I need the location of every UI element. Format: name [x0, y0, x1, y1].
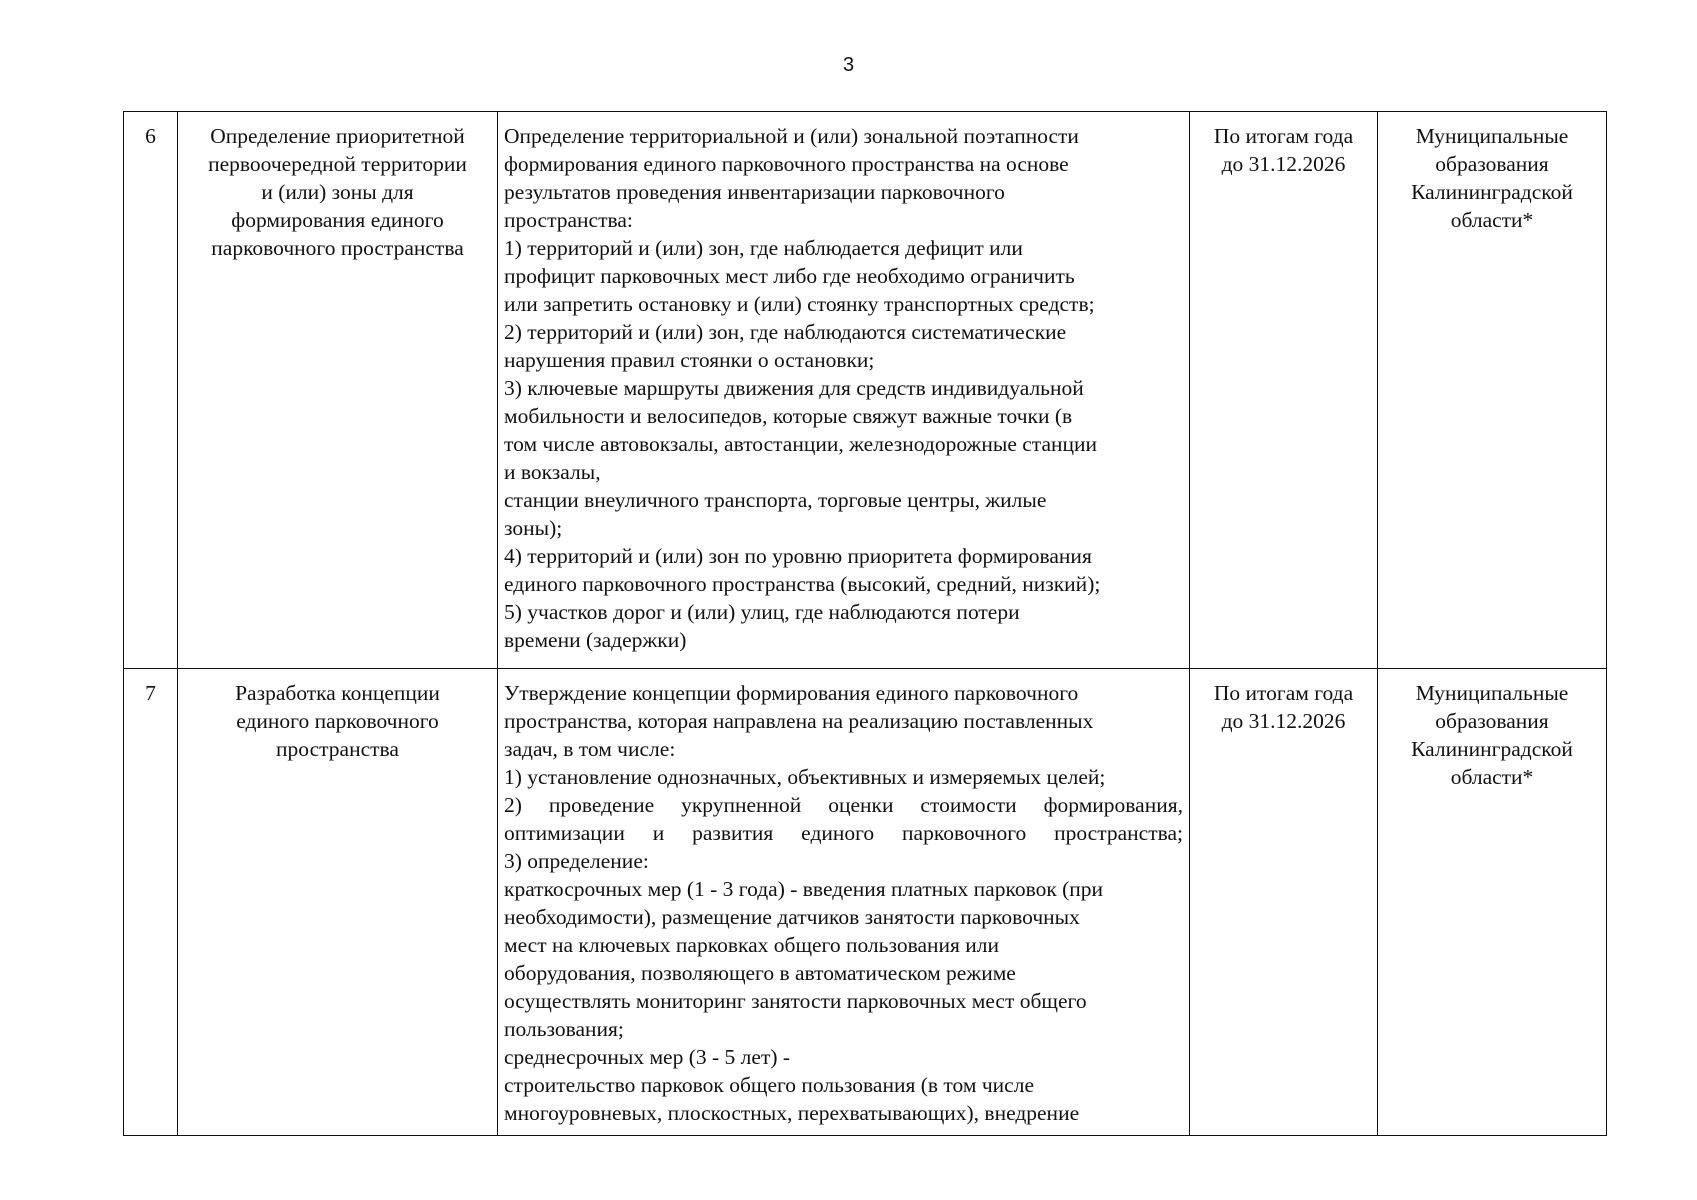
measure-title-line: первоочередной территории	[208, 152, 467, 176]
description-line: пользования;	[504, 1017, 624, 1041]
deadline-line: до 31.12.2026	[1221, 152, 1346, 176]
description-line: мобильности и велосипедов, которые свяжут важные точки (в	[504, 404, 1073, 428]
description-line: необходимости), размещение датчиков занятости парковочных	[504, 905, 1080, 929]
description-line: 2) территорий и (или) зон, где наблюдаются систематические	[504, 320, 1067, 344]
description-line: 4) территорий и (или) зон по уровню приоритета формирования	[504, 544, 1092, 568]
description-line: осуществлять мониторинг занятости парковочных мест общего	[504, 989, 1087, 1013]
responsible-line: Муниципальные	[1415, 124, 1569, 148]
description-line: 1) территорий и (или) зон, где наблюдается дефицит или	[504, 236, 1023, 260]
table-row	[124, 112, 1607, 669]
description-line: времени (задержки)	[504, 628, 687, 652]
description-line: среднесрочных мер (3 - 5 лет) -	[504, 1045, 791, 1069]
responsible-cell	[1378, 669, 1607, 1136]
description-line: оборудования, позволяющего в автоматическом режиме	[504, 961, 1016, 985]
measure-title-cell	[178, 112, 498, 669]
responsible-line: Муниципальные	[1415, 681, 1569, 705]
description-line: станции внеуличного транспорта, торговые центры, жилые	[504, 488, 1047, 512]
description-line: задач, в том числе:	[504, 737, 676, 761]
description-line: результатов проведения инвентаризации парковочного	[504, 180, 1005, 204]
description-line: краткосрочных мер (1 - 3 года) - введения платных парковок (при	[504, 877, 1104, 901]
page-number: 3	[842, 54, 855, 76]
responsible-line: Калининградской	[1411, 737, 1573, 761]
deadline-cell	[1190, 669, 1378, 1136]
description-line: пространства:	[504, 208, 633, 232]
measure-description-cell	[498, 669, 1190, 1136]
measure-title-line: и (или) зоны для	[261, 180, 414, 204]
deadline-line: По итогам года	[1213, 124, 1354, 148]
deadline-cell	[1190, 112, 1378, 669]
plan-table	[123, 111, 1607, 1136]
deadline-line: По итогам года	[1213, 681, 1354, 705]
responsible-line: образования	[1435, 709, 1549, 733]
description-line: единого парковочного пространства (высокий, средний, низкий);	[504, 572, 1101, 596]
deadline-line: до 31.12.2026	[1221, 709, 1346, 733]
measure-title-cell	[178, 669, 498, 1136]
responsible-line: области*	[1450, 208, 1534, 232]
measure-title-line: парковочного пространства	[211, 236, 464, 260]
description-line: Определение территориальной и (или) зональной поэтапности	[504, 124, 1079, 148]
responsible-cell	[1378, 112, 1607, 669]
responsible-line: образования	[1435, 152, 1549, 176]
description-line: том числе автовокзалы, автостанции, железнодорожные станции	[504, 432, 1098, 456]
row-number-cell	[124, 112, 178, 669]
responsible-line: Калининградской	[1411, 180, 1573, 204]
plan-table-body	[124, 112, 1607, 1136]
measure-title-line: формирования единого	[231, 208, 444, 232]
description-line: и вокзалы,	[504, 460, 601, 484]
measure-title-line: пространства	[276, 737, 399, 761]
description-line: пространства, которая направлена на реализацию поставленных	[504, 709, 1094, 733]
description-line: зоны);	[504, 516, 563, 540]
description-line: 1) установление однозначных, объективных и измеряемых целей;	[504, 765, 1106, 789]
row-number-cell	[124, 669, 178, 1136]
measure-title-line: Разработка концепции	[235, 681, 440, 705]
measure-title-line: Определение приоритетной	[210, 124, 465, 148]
description-line: мест на ключевых парковках общего пользования или	[504, 933, 1000, 957]
description-line: оптимизации и развития единого парковочного пространства;	[504, 821, 1183, 845]
description-line: 3) ключевые маршруты движения для средств индивидуальной	[504, 376, 1084, 400]
responsible-line: области*	[1450, 765, 1534, 789]
row-number: 7	[145, 681, 156, 705]
table-row	[124, 669, 1607, 1136]
description-line: нарушения правил стоянки о остановки;	[504, 348, 875, 372]
description-line: 2) проведение укрупненной оценки стоимости формирования,	[504, 793, 1183, 817]
row-number: 6	[145, 124, 156, 148]
description-line: многоуровневых, плоскостных, перехватывающих), внедрение	[504, 1101, 1080, 1125]
measure-title-line: единого парковочного	[236, 709, 439, 733]
description-line: профицит парковочных мест либо где необходимо ограничить	[504, 264, 1075, 288]
description-line: или запретить остановку и (или) стоянку транспортных средств;	[504, 292, 1095, 316]
measure-description-cell	[498, 112, 1190, 669]
description-line: формирования единого парковочного пространства на основе	[504, 152, 1069, 176]
description-line: 3) определение:	[504, 849, 649, 873]
description-line: строительство парковок общего пользования (в том числе	[504, 1073, 1034, 1097]
description-line: 5) участков дорог и (или) улиц, где наблюдаются потери	[504, 600, 1020, 624]
description-line: Утверждение концепции формирования единого парковочного	[504, 681, 1079, 705]
